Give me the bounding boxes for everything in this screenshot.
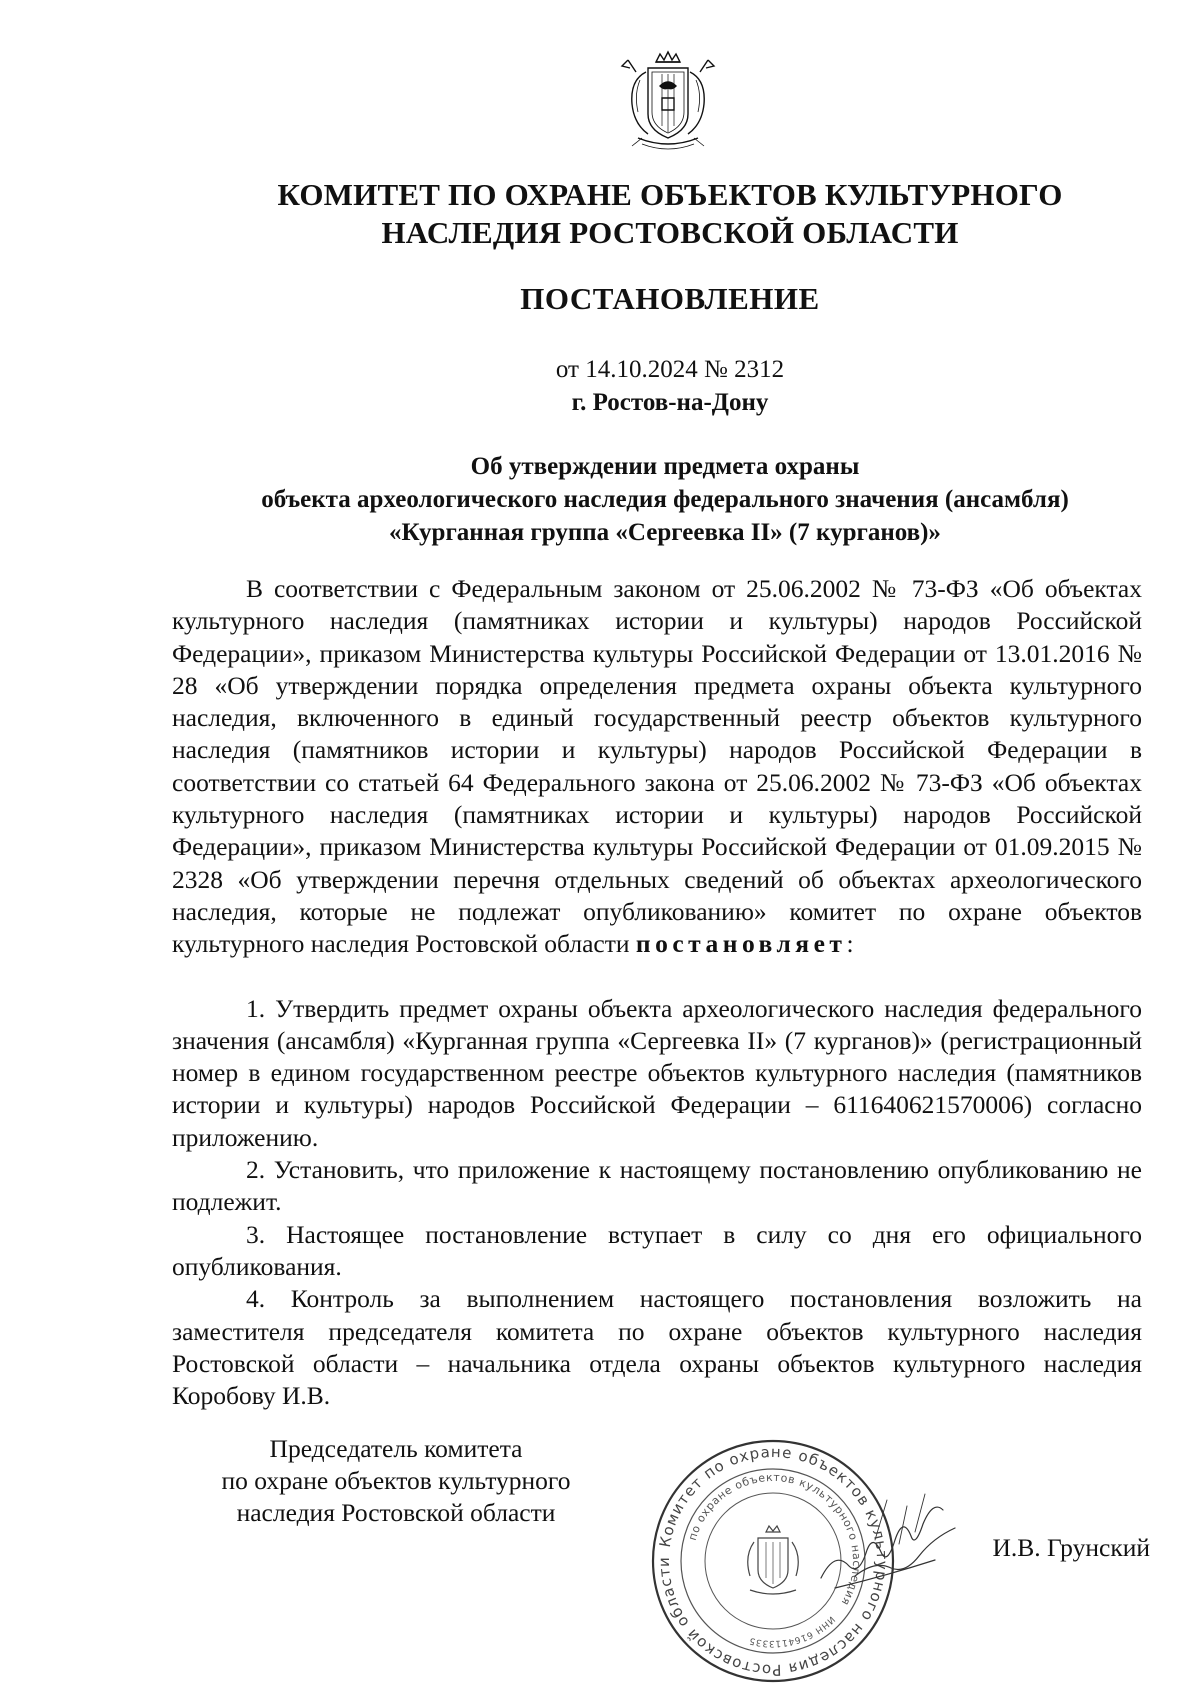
signer-name: И.В. Грунский — [992, 1533, 1150, 1562]
subject-line2: объекта археологического наследия федерального значения (ансамбля) — [261, 486, 1069, 513]
document-subject — [160, 450, 1170, 549]
organization-name — [200, 176, 1140, 252]
document-body — [172, 573, 1142, 1412]
svg-text:ИНН 6164113335 — [748, 1614, 836, 1648]
subject-line1: Об утверждении предмета охраны — [470, 453, 860, 480]
organization-name-line1: КОМИТЕТ ПО ОХРАНЕ ОБЪЕКТОВ КУЛЬТУРНОГО — [277, 177, 1063, 212]
list-item: 2. Установить, что приложение к настоящему постановлению опубликованию не подлежит. — [172, 1155, 1142, 1217]
document-type: ПОСТАНОВЛЕНИЕ — [520, 281, 820, 316]
seal-inner-text: по охране объектов культурного наследия — [685, 1470, 864, 1608]
list-item: 4. Контроль за выполнением настоящего постановления возложить на заместителя председателя комитета по охране объектов культурного наследия Ростовской области – начальника отдела охраны объектов культурного наследия Коробову И.В. — [172, 1284, 1142, 1411]
signer-position-line1: Председатель комитета — [269, 1434, 523, 1463]
document-date-number: от 14.10.2024 № 2312 — [555, 356, 785, 383]
preamble-text: В соответствии с Федеральным законом от 25.06.2002 № 73-ФЗ «Об объектах культурного наследия (памятниках истории и культуры) народов Российской Федерации», приказом Министерства культуры Российской Федерации от 13.01.2016 № 28 «Об утверждении порядка определения предмета охраны объекта культурного наследия, включенного в единый государственный реестр объектов культурного наследия (памятников истории и культуры) народов Российской Федерации в соответствии со статьей 64 Федерального закона от 25.06.2002 № 73-ФЗ «Об объектах культурного наследия (памятниках истории и культуры) народов Российской Федерации», приказом Министерства культуры Российской Федерации от 01.09.2015 № 2328 «Об утверждении перечня отдельных сведений об объектах археологического наследия, которые не подлежат опубликованию» комитет по охране объектов культурного наследия Ростовской области — [172, 574, 1142, 959]
decree-word: постановляет — [635, 929, 847, 959]
subject-line3: «Курганная группа «Сергеевка II» (7 курганов)» — [389, 519, 941, 546]
list-item: 1. Утвердить предмет охраны объекта археологического наследия федерального значения (ансамбля) «Курганная группа «Сергеевка II» (7 курганов)» (регистрационный номер в едином государственном реестре объектов культурного наследия (памятников истории и культуры) народов Российской Федерации – 611640621570006) согласно приложению. — [172, 993, 1142, 1152]
preamble-paragraph — [172, 573, 1142, 961]
organization-name-line2: НАСЛЕДИЯ РОСТОВСКОЙ ОБЛАСТИ — [381, 215, 959, 250]
signer-position-line2: по охране объектов культурного — [221, 1466, 571, 1495]
decree-suffix: : — [846, 929, 854, 959]
seal-inn-text: ИНН 6164113335 — [748, 1613, 837, 1649]
seal-outer-text: Комитет по охране объектов культурного наследия Ростовской области — [654, 1442, 892, 1680]
list-item: 3. Настоящее постановление вступает в силу со дня его официального опубликования. — [172, 1219, 1142, 1281]
document-city: г. Ростов-на-Дону — [571, 389, 769, 416]
rostov-oblast-coat-of-arms-icon — [618, 50, 718, 154]
handwritten-signature-icon — [815, 1480, 965, 1600]
signer-position-line3: наследия Ростовской области — [236, 1498, 556, 1527]
signer-position — [176, 1433, 616, 1529]
